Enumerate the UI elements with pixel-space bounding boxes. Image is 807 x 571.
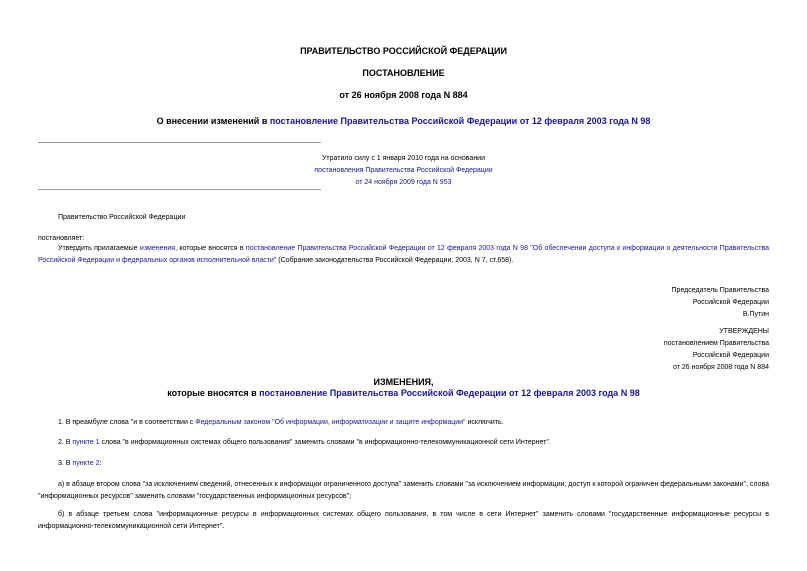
item3-text-a: 3. В xyxy=(58,460,73,467)
approval-by: постановлением Правительства xyxy=(663,340,769,347)
p1-text-c: (Собрание законодательства Российской Федерации, 2003, N 7, ст.658). xyxy=(276,257,514,264)
point-2-link[interactable]: пункте 2 xyxy=(72,460,100,467)
point-1-link[interactable]: пункте 1 xyxy=(72,439,100,446)
changes-title: ИЗМЕНЕНИЯ, xyxy=(373,377,434,387)
change-item-3b: б) в абзаце третьем слова "информационные ресурсы в информационных системах общего пользования, в том числе в сети Интернет" заменить словами "государственные информационные ресурсы в информационно-телекоммуникационной сети Интернет". xyxy=(38,511,769,530)
notice-line: Утратило силу с 1 января 2010 года на основании xyxy=(321,155,486,162)
approval-country: Российской Федерации xyxy=(692,352,769,359)
p1-text-a: Утвердить прилагаемые xyxy=(58,245,140,252)
item1-text-a: 1. В преамбуле слова "и в соответствии с xyxy=(58,419,196,426)
change-item-2 xyxy=(38,437,769,449)
decree-98-link[interactable]: постановление Правительства Российской Федерации от 12 февраля 2003 года N 98 "Об обеспечении доступа к информации о деятельности Правительства Российской Федерации и федеральных органов исполнительной власти" xyxy=(38,245,769,264)
federal-law-link[interactable]: Федеральным законом "Об информации, информатизации и защите информации" xyxy=(195,419,466,426)
decides-line: постановляет: xyxy=(38,235,85,242)
divider-top xyxy=(38,142,321,143)
changes-subtitle-prefix: которые вносятся в xyxy=(167,388,260,398)
changes-subtitle-link[interactable]: постановление Правительства Российской Федерации от 12 февраля 2003 года N 98 xyxy=(259,388,640,398)
document-title xyxy=(0,116,807,126)
government-heading: ПРАВИТЕЛЬСТВО РОССИЙСКОЙ ФЕДЕРАЦИИ xyxy=(300,46,507,56)
main-paragraph xyxy=(38,243,769,267)
revocation-notice xyxy=(0,153,807,189)
title-link[interactable]: постановление Правительства Российской Федерации от 12 февраля 2003 года N 98 xyxy=(269,116,651,126)
signature-block xyxy=(672,285,769,321)
approval-date: от 26 ноября 2008 года N 884 xyxy=(673,364,769,371)
item2-text-b: слова "в информационных системах общего пользования" заменить словами "в информационно-телекоммуникационной сети Интернет". xyxy=(99,439,551,446)
document-type: ПОСТАНОВЛЕНИЕ xyxy=(362,68,445,78)
change-item-3 xyxy=(38,458,769,470)
approval-block xyxy=(664,326,769,374)
title-prefix: О внесении изменений в xyxy=(156,116,270,126)
changes-subtitle xyxy=(0,388,807,398)
changes-link[interactable]: изменения xyxy=(139,245,176,252)
divider-bottom xyxy=(38,189,321,190)
notice-link-date[interactable]: от 24 ноября 2009 года N 953 xyxy=(355,179,452,186)
item3-text-b: : xyxy=(99,460,102,467)
change-item-3a: а) в абзаце втором слова "за исключением сведений, отнесенных к информации ограниченного доступа" заменить словами "за исключением информации, доступ к которой ограничен федеральными законами", слова "информационных ресурсов" заменить словами "государственных информационных ресурсов"; xyxy=(38,481,769,500)
change-item-1 xyxy=(38,417,769,429)
signature-name: В.Путин xyxy=(742,311,769,318)
item1-text-b: исключить. xyxy=(465,419,504,426)
government-line: Правительство Российской Федерации xyxy=(58,214,186,221)
signature-country: Российской Федерации xyxy=(692,299,769,306)
p1-text-b: , которые вносятся в xyxy=(175,245,246,252)
approval-heading: УТВЕРЖДЕНЫ xyxy=(719,328,769,335)
document-date: от 26 ноября 2008 года N 884 xyxy=(339,90,468,100)
item2-text-a: 2. В xyxy=(58,439,73,446)
notice-link-decree[interactable]: постановления Правительства Российской Федерации xyxy=(314,167,493,174)
signature-position: Председатель Правительства xyxy=(671,287,769,294)
